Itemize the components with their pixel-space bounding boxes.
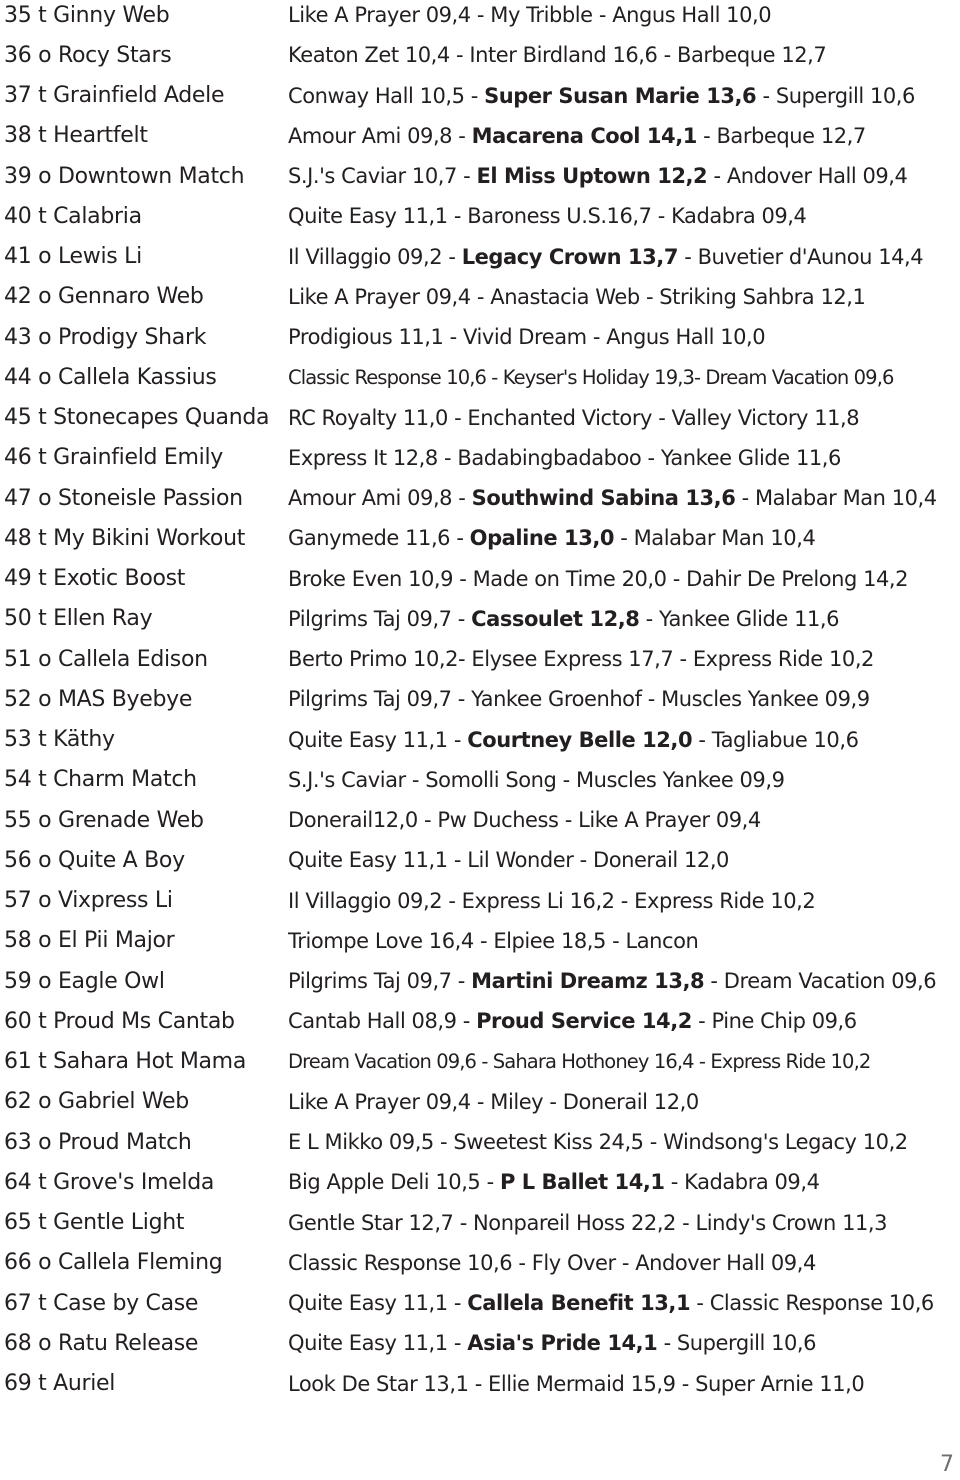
- entry-row: [4, 35, 956, 75]
- entry-row: [4, 277, 956, 317]
- entry-name: 61 t Sahara Hot Mama: [4, 1049, 246, 1075]
- entry-row: [4, 1243, 956, 1283]
- pedigree-highlight: Southwind Sabina 13,6: [471, 486, 736, 511]
- pedigree-text: - Dream Vacation 09,6: [704, 969, 937, 994]
- entry-name: 35 t Ginny Web: [4, 2, 170, 28]
- pedigree-text: Big Apple Deli 10,5 -: [288, 1170, 500, 1195]
- pedigree-text: - Barbeque 12,7: [696, 123, 866, 148]
- entry-row: [4, 357, 956, 397]
- pedigree-highlight: Martini Dreamz 13,8: [471, 969, 705, 994]
- entry-name: 41 o Lewis Li: [4, 244, 142, 270]
- entry-row: [4, 317, 956, 357]
- pedigree-highlight: Legacy Crown 13,7: [461, 244, 678, 269]
- entry-row: [4, 156, 956, 196]
- entry-name: 40 t Calabria: [4, 203, 142, 229]
- page-number: 7: [940, 1452, 954, 1477]
- entry-name: 36 o Rocy Stars: [4, 42, 172, 68]
- entry-pedigree: [288, 1372, 956, 1396]
- pedigree-text: Broke Even 10,9 - Made on Time 20,0 - Dahir De Prelong 14,2: [288, 566, 909, 591]
- entry-row: [4, 1283, 956, 1323]
- entry-name: 54 t Charm Match: [4, 767, 197, 793]
- entry-pedigree: [288, 285, 956, 309]
- entry-name: 51 o Callela Edison: [4, 646, 208, 672]
- entry-row: [4, 438, 956, 478]
- entry-name: 67 t Case by Case: [4, 1290, 199, 1316]
- entry-pedigree: [288, 1251, 956, 1275]
- entry-pedigree: [288, 1170, 956, 1194]
- pedigree-highlight: Asia's Pride 14,1: [467, 1331, 658, 1356]
- pedigree-text: Triompe Love 16,4 - Elpiee 18,5 - Lancon: [288, 928, 699, 953]
- entry-pedigree: [288, 929, 956, 953]
- pedigree-text: Like A Prayer 09,4 - Anastacia Web - Striking Sahbra 12,1: [288, 284, 866, 309]
- pedigree-text: Classic Response 10,6 - Fly Over - Andover Hall 09,4: [288, 1250, 816, 1275]
- entry-name: 56 o Quite A Boy: [4, 847, 185, 873]
- pedigree-highlight: Opaline 13,0: [469, 526, 615, 551]
- pedigree-text: Donerail12,0 - Pw Duchess - Like A Prayer 09,4: [288, 808, 761, 833]
- pedigree-text: - Supergill 10,6: [657, 1331, 817, 1356]
- entry-pedigree: [288, 768, 956, 792]
- pedigree-highlight: Super Susan Marie 13,6: [484, 83, 757, 108]
- pedigree-text: - Supergill 10,6: [756, 83, 915, 108]
- entry-pedigree: [288, 486, 956, 510]
- entry-row: [4, 720, 956, 760]
- entry-pedigree: [288, 1130, 956, 1154]
- entry-pedigree: [288, 366, 956, 389]
- pedigree-text: Amour Ami 09,8 -: [288, 123, 472, 148]
- entry-row: [4, 599, 956, 639]
- entry-row: [4, 559, 956, 599]
- entry-row: [4, 478, 956, 518]
- entry-row: [4, 1082, 956, 1122]
- entry-row: [4, 921, 956, 961]
- entry-row: [4, 196, 956, 236]
- pedigree-text: Pilgrims Taj 09,7 -: [288, 969, 472, 994]
- entry-row: [4, 961, 956, 1001]
- entry-name: 55 o Grenade Web: [4, 807, 204, 833]
- entry-name: 62 o Gabriel Web: [4, 1089, 189, 1115]
- pedigree-text: Berto Primo 10,2- Elysee Express 17,7 - Express Ride 10,2: [288, 647, 874, 672]
- pedigree-highlight: Proud Service 14,2: [476, 1009, 692, 1034]
- pedigree-text: Conway Hall 10,5 -: [288, 83, 485, 108]
- entry-row: [4, 518, 956, 558]
- pedigree-text: S.J.'s Caviar - Somolli Song - Muscles Yankee 09,9: [288, 767, 785, 792]
- entry-list: [4, 0, 956, 1404]
- pedigree-text: Quite Easy 11,1 - Baroness U.S.16,7 - Kadabra 09,4: [288, 204, 807, 229]
- entry-pedigree: [288, 526, 956, 550]
- entry-row: [4, 1001, 956, 1041]
- pedigree-text: RC Royalty 11,0 - Enchanted Victory - Valley Victory 11,8: [288, 405, 860, 430]
- entry-row: [4, 76, 956, 116]
- pedigree-text: Pilgrims Taj 09,7 - Yankee Groenhof - Muscles Yankee 09,9: [288, 687, 870, 712]
- entry-row: [4, 0, 956, 35]
- pedigree-highlight: Courtney Belle 12,0: [467, 727, 693, 752]
- pedigree-text: Express It 12,8 - Badabingbadaboo - Yankee Glide 11,6: [288, 445, 841, 470]
- pedigree-text: Il Villaggio 09,2 - Express Li 16,2 - Express Ride 10,2: [288, 888, 816, 913]
- entry-name: 60 t Proud Ms Cantab: [4, 1008, 235, 1034]
- entry-pedigree: [288, 1050, 956, 1073]
- entry-row: [4, 679, 956, 719]
- pedigree-text: Cantab Hall 08,9 -: [288, 1009, 477, 1034]
- pedigree-text: Like A Prayer 09,4 - Miley - Donerail 12,0: [288, 1089, 699, 1114]
- pedigree-text: - Kadabra 09,4: [664, 1170, 820, 1195]
- pedigree-text: Look De Star 13,1 - Ellie Mermaid 15,9 - Super Arnie 11,0: [288, 1371, 865, 1396]
- pedigree-text: - Andover Hall 09,4: [707, 164, 908, 189]
- entry-row: [4, 237, 956, 277]
- entry-pedigree: [288, 204, 956, 228]
- pedigree-text: Classic Response 10,6 - Keyser's Holiday 19,3- Dream Vacation 09,6: [288, 365, 894, 389]
- pedigree-text: Quite Easy 11,1 -: [288, 1331, 468, 1356]
- entry-pedigree: [288, 164, 956, 188]
- entry-name: 45 t Stonecapes Quanda: [4, 405, 270, 431]
- entry-name: 42 o Gennaro Web: [4, 284, 204, 310]
- entry-pedigree: [288, 969, 956, 993]
- pedigree-text: - Pine Chip 09,6: [691, 1009, 857, 1034]
- entry-row: [4, 639, 956, 679]
- pedigree-text: Gentle Star 12,7 - Nonpareil Hoss 22,2 - Lindy's Crown 11,3: [288, 1210, 888, 1235]
- pedigree-highlight: Callela Benefit 13,1: [467, 1291, 691, 1316]
- entry-row: [4, 1364, 956, 1404]
- entry-name: 48 t My Bikini Workout: [4, 525, 246, 551]
- entry-name: 59 o Eagle Owl: [4, 968, 165, 994]
- entry-pedigree: [288, 687, 956, 711]
- entry-pedigree: [288, 607, 956, 631]
- pedigree-text: Quite Easy 11,1 -: [288, 727, 468, 752]
- pedigree-highlight: Cassoulet 12,8: [471, 606, 640, 631]
- entry-pedigree: [288, 406, 956, 430]
- entry-name: 49 t Exotic Boost: [4, 566, 186, 592]
- pedigree-highlight: Macarena Cool 14,1: [471, 123, 697, 148]
- entry-pedigree: [288, 1291, 956, 1315]
- entry-name: 65 t Gentle Light: [4, 1210, 185, 1236]
- entry-pedigree: [288, 1090, 956, 1114]
- entry-row: [4, 800, 956, 840]
- pedigree-text: Il Villaggio 09,2 -: [288, 244, 462, 269]
- entry-pedigree: [288, 84, 956, 108]
- pedigree-text: Quite Easy 11,1 -: [288, 1291, 468, 1316]
- entry-row: [4, 1122, 956, 1162]
- entry-pedigree: [288, 325, 956, 349]
- entry-pedigree: [288, 43, 956, 67]
- entry-name: 47 o Stoneisle Passion: [4, 485, 243, 511]
- entry-name: 66 o Callela Fleming: [4, 1250, 223, 1276]
- pedigree-text: S.J.'s Caviar 10,7 -: [288, 164, 477, 189]
- entry-pedigree: [288, 245, 956, 269]
- entry-row: [4, 1203, 956, 1243]
- entry-pedigree: [288, 567, 956, 591]
- entry-name: 50 t Ellen Ray: [4, 606, 153, 632]
- entry-name: 46 t Grainfield Emily: [4, 445, 223, 471]
- pedigree-text: - Buvetier d'Aunou 14,4: [677, 244, 924, 269]
- entry-name: 37 t Grainfield Adele: [4, 83, 225, 109]
- entry-row: [4, 1042, 956, 1082]
- entry-name: 38 t Heartfelt: [4, 123, 148, 149]
- entry-name: 52 o MAS Byebye: [4, 686, 193, 712]
- entry-row: [4, 116, 956, 156]
- entry-name: 64 t Grove's Imelda: [4, 1169, 215, 1195]
- entry-pedigree: [288, 647, 956, 671]
- entry-name: 69 t Auriel: [4, 1371, 116, 1397]
- entry-pedigree: [288, 808, 956, 832]
- entry-pedigree: [288, 1331, 956, 1355]
- pedigree-text: Prodigious 11,1 - Vivid Dream - Angus Hall 10,0: [288, 325, 766, 350]
- entry-pedigree: [288, 446, 956, 470]
- entry-pedigree: [288, 1009, 956, 1033]
- entry-pedigree: [288, 889, 956, 913]
- entry-pedigree: [288, 3, 956, 27]
- entry-row: [4, 760, 956, 800]
- pedigree-highlight: El Miss Uptown 12,2: [476, 164, 708, 189]
- pedigree-text: - Malabar Man 10,4: [735, 486, 937, 511]
- pedigree-highlight: P L Ballet 14,1: [499, 1170, 665, 1195]
- pedigree-text: Pilgrims Taj 09,7 -: [288, 606, 472, 631]
- entry-row: [4, 1162, 956, 1202]
- entry-name: 44 o Callela Kassius: [4, 364, 217, 390]
- entry-pedigree: [288, 728, 956, 752]
- pedigree-text: - Classic Response 10,6: [690, 1291, 934, 1316]
- entry-name: 39 o Downtown Match: [4, 163, 245, 189]
- pedigree-text: Like A Prayer 09,4 - My Tribble - Angus Hall 10,0: [288, 3, 772, 28]
- pedigree-text: Amour Ami 09,8 -: [288, 486, 472, 511]
- pedigree-text: Keaton Zet 10,4 - Inter Birdland 16,6 - Barbeque 12,7: [288, 43, 827, 68]
- pedigree-text: - Malabar Man 10,4: [614, 526, 816, 551]
- entry-name: 58 o El Pii Major: [4, 928, 175, 954]
- pedigree-text: Dream Vacation 09,6 - Sahara Hothoney 16,4 - Express Ride 10,2: [288, 1050, 871, 1074]
- entry-name: 57 o Vixpress Li: [4, 888, 173, 914]
- entry-row: [4, 398, 956, 438]
- entry-pedigree: [288, 848, 956, 872]
- entry-name: 43 o Prodigy Shark: [4, 324, 207, 350]
- entry-row: [4, 881, 956, 921]
- entry-row: [4, 1323, 956, 1363]
- entry-name: 53 t Käthy: [4, 727, 115, 753]
- pedigree-text: Quite Easy 11,1 - Lil Wonder - Donerail 12,0: [288, 848, 729, 873]
- entry-row: [4, 840, 956, 880]
- entry-pedigree: [288, 124, 956, 148]
- entry-name: 68 o Ratu Release: [4, 1330, 199, 1356]
- pedigree-text: E L Mikko 09,5 - Sweetest Kiss 24,5 - Windsong's Legacy 10,2: [288, 1130, 908, 1155]
- entry-name: 63 o Proud Match: [4, 1129, 192, 1155]
- pedigree-text: Ganymede 11,6 -: [288, 526, 470, 551]
- entry-pedigree: [288, 1211, 956, 1235]
- pedigree-text: - Yankee Glide 11,6: [639, 606, 840, 631]
- pedigree-text: - Tagliabue 10,6: [692, 727, 859, 752]
